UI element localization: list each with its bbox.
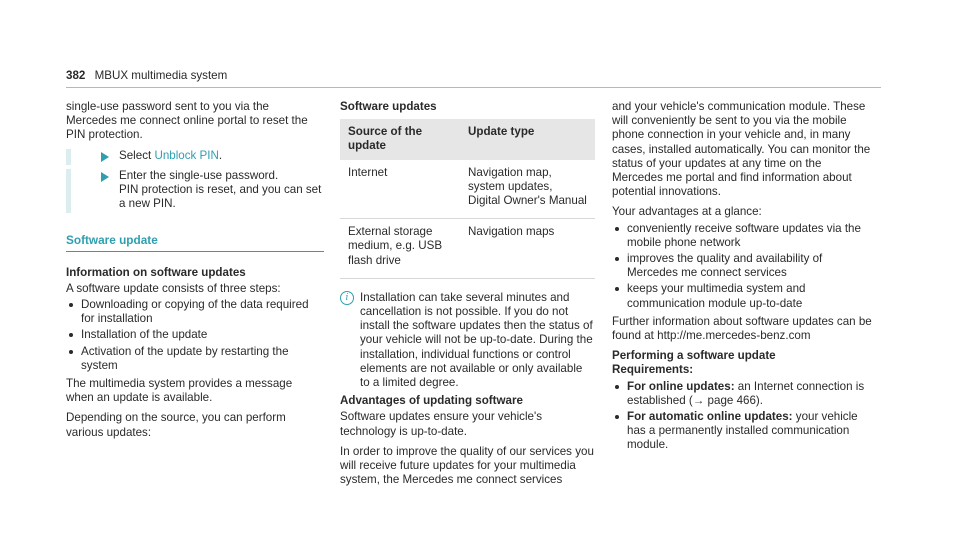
column-right [612, 100, 872, 457]
further-info-text: Further information about software updates can be found at http://me.mercedes-benz.com [612, 314, 872, 343]
step-select-unblock-pin [66, 149, 322, 163]
step-enter-password [66, 169, 322, 212]
continuation-text: and your vehicle's communication module. These will conveniently be sent to you via the mobile phone connection in your vehicle and, in many cases, installed automatically. You can monitor the status of your updates at any time on the Mercedes me portal and find information about potential innovations. [612, 100, 871, 199]
table-header: Update type [460, 119, 595, 159]
info-text: A software update consists of three steps: [66, 281, 281, 295]
step-bar [66, 149, 71, 165]
step-arrow-icon [101, 152, 109, 162]
table-cell: Navigation maps [460, 219, 595, 279]
table-cell: Navigation map, system updates, Digital Owner's Manual [460, 160, 595, 219]
intro-text: single-use password sent to you via the Mercedes me connect online portal to reset the PIN protection. [66, 100, 308, 142]
advantages-heading: Advantages of updating software [340, 394, 523, 408]
improve-text: In order to improve the quality of our services you will receive future updates for your multimedia system, the Mercedes me connect services [340, 444, 594, 487]
list-item: Downloading or copying of the data required for installation [66, 298, 322, 326]
table-row [340, 219, 595, 279]
step-text-end: . [218, 148, 223, 162]
note-text: Installation can take several minutes and cancellation is not possible. If you do not install the software updates then the status of your vehicle will not be up-to-date. During the installation, individual functions or control elements are not available or only available to a limited degree. [360, 290, 593, 390]
unblock-pin-link[interactable]: Unblock PIN [154, 148, 219, 162]
page-header-title: MBUX multimedia system [94, 69, 228, 82]
requirement-text: your vehicle has a permanently installed communication module. [627, 410, 858, 452]
list-item: keeps your multimedia system and communication module up-to-date [612, 282, 872, 310]
perform-heading: Performing a software update [612, 349, 776, 363]
list-item [612, 410, 872, 453]
requirement-text: an Internet connection is established (→ page 466). [627, 379, 865, 407]
step-bar [66, 169, 71, 214]
list-item: Activation of the update by restarting the system [66, 345, 322, 373]
source-text: Depending on the source, you can perform various updates: [66, 411, 286, 439]
section-title: Software update [66, 233, 158, 248]
installation-note [340, 291, 595, 390]
table-cell: External storage medium, e.g. USB flash drive [340, 219, 460, 279]
advantages-list [612, 222, 872, 311]
step-text: Select [119, 148, 155, 162]
page-header [66, 69, 227, 83]
table-title: Software updates [340, 100, 437, 113]
list-item [612, 380, 872, 408]
table-header-row [340, 119, 595, 159]
step-result: PIN protection is reset, and you can set a new PIN. [119, 183, 322, 211]
list-item: conveniently receive software updates via the mobile phone network [612, 222, 872, 250]
header-divider [66, 87, 881, 88]
info-heading: Information on software updates [66, 265, 246, 279]
table-header: Source of the update [340, 119, 460, 159]
column-middle [340, 100, 595, 493]
section-divider [66, 251, 324, 252]
advantages-intro: Your advantages at a glance: [612, 205, 762, 219]
list-item: Installation of the update [66, 328, 322, 342]
list-item: improves the quality and availability of Mercedes me connect services [612, 252, 872, 280]
requirements-list [612, 380, 872, 453]
update-steps-list [66, 298, 322, 373]
step-text: Enter the single-use password. [119, 168, 279, 182]
software-updates-table [340, 119, 595, 279]
table-cell: Internet [340, 160, 460, 219]
requirement-label: For automatic online updates: [627, 410, 793, 424]
page-number: 382 [66, 69, 86, 82]
step-list [66, 149, 322, 212]
requirement-label: For online updates: [627, 379, 735, 393]
requirements-heading: Requirements: [612, 363, 694, 377]
info-icon: i [340, 291, 354, 305]
step-arrow-icon [101, 172, 109, 182]
message-text: The multimedia system provides a message when an update is available. [66, 377, 293, 405]
table-row [340, 160, 595, 219]
column-left [66, 100, 322, 446]
advantages-text: Software updates ensure your vehicle's technology is up-to-date. [340, 410, 542, 438]
